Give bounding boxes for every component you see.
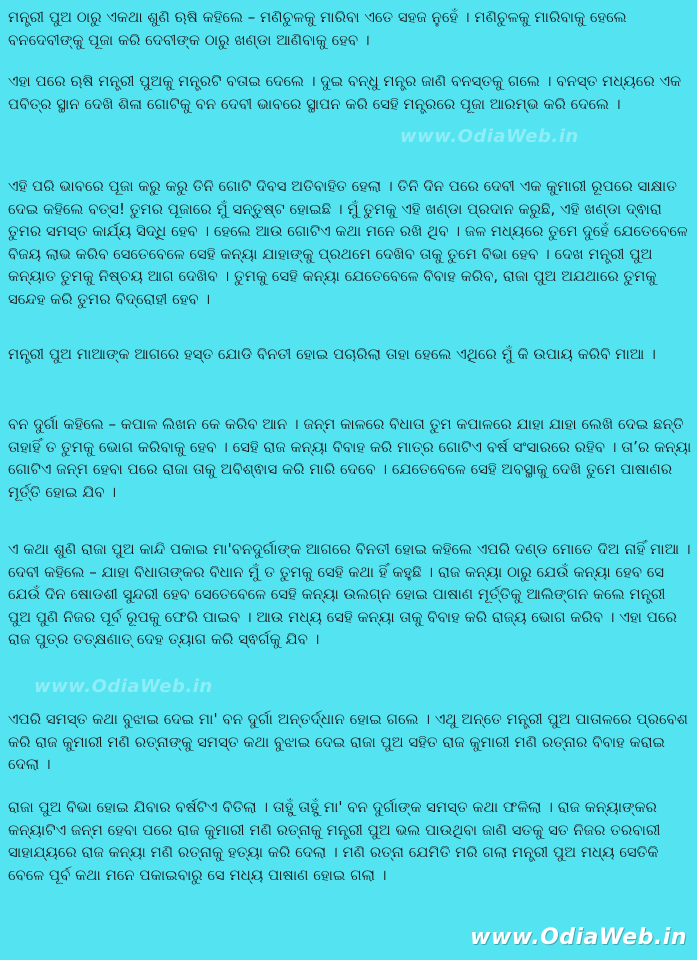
story-paragraph-2: ଏହା ପରେ ଋଷି ମନ୍ତ୍ରୀ ପୁଅକୁ ମନ୍ତ୍ରଟି ବତାଇ ଦେଲେ । ଦୁଇ ବନ୍ଧୁ ମନ୍ତ୍ର ଜାଣି ବନସ୍ତକୁ ଗଲେ । ବନସ୍ତ ମଧ୍ୟରେ ଏକ ପବିତ୍ର ସ୍ଥାନ ଦେଖି ଶିଳା ଗୋଟିକୁ ବନ ଦେବୀ ଭାବରେ ସ୍ଥାପନ କରି ସେହି ମନ୍ତ୍ରରେ ପୂଜା ଆରମ୍ଭ କରି ଦେଲେ । (8, 72, 682, 113)
story-paragraph-6: ଏ କଥା ଶୁଣି ରାଜା ପୁଅ କାନ୍ଦି ପକାଇ ମା'ବନଦୁର୍ଗାଙ୍କ ଆଗରେ ବିନତୀ ହୋଇ କହିଲେ ଏପରି ଦଣ୍ଡ ମୋତେ ଦିଅ ନାହିଁ ମାଆ । ଦେବୀ କହିଲେ – ଯାହା ବିଧାତାଙ୍କର ବିଧାନ ମୁଁ ତ ତୁମକୁ ସେହି କଥା ହିଁ କହୁଛି । ରାଜ କନ୍ୟା ଠାରୁ ଯେଉଁ କନ୍ୟା ହେବ ସେ ଯେଉଁ ଦିନ ଷୋଡଶୀ ସୁନ୍ଦରୀ ହେବ ସେତେବେଳେ ସେହି କନ୍ୟା ଉଲଗ୍ନ ହୋଇ ପାଷାଣ ମୂର୍ତ୍ତିକୁ ଆଲିଙ୍ଗନ କଲେ ମନ୍ତ୍ରୀ ପୁଅ ପୁଣି ନିଜର ପୂର୍ବ ରୂପକୁ ଫେରି ପାଇବ । ଆଉ ମଧ୍ୟ ସେହି କନ୍ୟା ତାକୁ ବିବାହ କରି ରାଜ୍ୟ ଭୋଗ କରିବ । ଏହା ପରେ ରାଜ ପୁତ୍ର ତତ୍କ୍ଷଣାତ୍ ଦେହ ତ୍ୟାଗ କରି ସ୍ଵର୍ଗକୁ ଯିବ । (8, 540, 691, 648)
story-paragraph-1: ମନ୍ତ୍ରୀ ପୁଅ ଠାରୁ ଏକଥା ଶୁଣି ଋଷି କହିଲେ – ମଣିଚୁଳକୁ ମାରିବା ଏତେ ସହଜ ନୁହେଁ । ମଣିଚୁଳକୁ ମାରିବାକୁ ହେଲେ ବନଦେବୀଙ୍କୁ ପୂଜା କରି ଦେବୀଙ୍କ ଠାରୁ ଖଣ୍ଡା ଆଣିବାକୁ ହେବ । (8, 8, 627, 49)
story-paragraph-8: ରାଜା ପୁଅ ବିଭା ହୋଇ ଯିବାର ବର୍ଷଟିଏ ବିତିଲା । ତାହୁଁ ତାହୁଁ ମା' ବନ ଦୁର୍ଗାଙ୍କ ସମସ୍ତ କଥା ଫଳିଲା । ରାଜ କନ୍ୟାଙ୍କର କନ୍ୟାଟିଏ ଜନ୍ମ ହେବା ପରେ ରାଜ କୁମାରୀ ମଣି ରତ୍ନାକୁ ମନ୍ତ୍ରୀ ପୁଅ ଭଲ ପାଉଥିବା ଜାଣି ସତକୁ ସତ ନିଜର ତରବାରୀ ସାହାଯ୍ୟରେ ରାଜ କନ୍ୟା ମଣି ରତ୍ନାକୁ ହତ୍ୟା କରି ଦେଲା । ମଣି ରତ୍ନା ଯେମିତି ମରି ଗଲା ମନ୍ତ୍ରୀ ପୁଅ ମଧ୍ୟ ସେତିକି ବେଳେ ପୂର୍ବ କଥା ମନେ ପକାଇବାରୁ ସେ ମଧ୍ୟ ପାଷାଣ ହୋଇ ଗଲା । (8, 798, 661, 884)
site-logo: www.OdiaWeb.in (470, 925, 687, 950)
story-paragraph-7: ଏପରି ସମସ୍ତ କଥା ବୁଝାଇ ଦେଇ ମା' ବନ ଦୁର୍ଗା ଅନ୍ତର୍ଦ୍ଧାନ ହୋଇ ଗଲେ । ଏଥୁ ଅନ୍ତେ ମନ୍ତ୍ରୀ ପୁଅ ପାତାଳରେ ପ୍ରବେଶ କରି ରାଜ କୁମାରୀ ମଣି ରତ୍ନାଙ୍କୁ ସମସ୍ତ କଥା ବୁଝାଇ ଦେଇ ରାଜା ପୁଅ ସହିତ ରାଜ କୁମାରୀ ମଣି ରତ୍ନାର ବିବାହ କରାଇ ଦେଲା । (8, 710, 688, 773)
story-paragraph-4: ମନ୍ତ୍ରୀ ପୁଅ ମାଆଙ୍କ ଆଗରେ ହସ୍ତ ଯୋଡି ବିନତୀ ହୋଇ ପଚାରିଲା ତାହା ହେଲେ ଏଥିରେ ମୁଁ କି ଉପାୟ କରିବି ମାଆ । (8, 345, 656, 363)
site-watermark: www.OdiaWeb.in (400, 126, 579, 147)
story-paragraph-3: ଏହି ପରି ଭାବରେ ପୂଜା କରୁ କରୁ ତିନି ଗୋଟି ଦିବସ ଅତିବାହିତ ହେଲା । ତିନି ଦିନ ପରେ ଦେବୀ ଏକ କୁମାରୀ ରୂପରେ ସାକ୍ଷାତ ଦେଇ କହିଲେ ବତ୍ସ! ତୁମର ପୂଜାରେ ମୁଁ ସନ୍ତୁଷ୍ଟ ହୋଇଛି । ମୁଁ ତୁମକୁ ଏହି ଖଣ୍ଡା ପ୍ରଦାନ କରୁଛି, ଏହି ଖଣ୍ଡା ଦ୍ଵାରା ତୁମର ସମସ୍ତ କାର୍ଯ୍ୟ ସିଦ୍ଧି ହେବ । ହେଲେ ଆଉ ଗୋଟିଏ କଥା ମନେ ରଖି ଥିବ । ଜଳ ମଧ୍ୟରେ ତୁମେ ଦୁହେଁ ଯେତେବେଳେ ବିଜୟ ଲାଭ କରିବ ସେତେବେଳେ ସେହି କନ୍ୟା ଯାହାଙ୍କୁ ପ୍ରଥମେ ଦେଖିବ ତାକୁ ତୁମେ ବିଭା ହେବ । ଦେଖ ମନ୍ତ୍ରୀ ପୁଅ କନ୍ୟାତ ତୁମକୁ ନିଷ୍ଚୟ ଆଗ ଦେଖିବ । ତୁମକୁ ସେହି କନ୍ୟା ଯେତେବେଳେ ବିବାହ କରିବ, ରାଜା ପୁଅ ଅଯଥାରେ ତୁମକୁ ସନ୍ଦେହ କରି ତୁମର ବିଦ୍ରୋହୀ ହେବ । (8, 177, 688, 308)
site-watermark: www.OdiaWeb.in (34, 676, 213, 697)
story-paragraph-5: ବନ ଦୁର୍ଗା କହିଲେ – କପାଳ ଲିଖନ କେ କରିବ ଆନ । ଜନ୍ମ କାଳରେ ବିଧାତା ତୁମ କପାଳରେ ଯାହା ଯାହା ଲେଖି ଦେଇ ଛନ୍ତି ତାହାହିଁ ତ ତୁମକୁ ଭୋଗ କରିବାକୁ ହେବ । ସେହି ରାଜ କନ୍ୟା ବିବାହ କରି ମାତ୍ର ଗୋଟିଏ ବର୍ଷ ସଂସାରରେ ରହିବ । ତା’ର କନ୍ୟା ଗୋଟିଏ ଜନ୍ମ ହେବା ପରେ ରାଜା ତାକୁ ଅବିଶ୍ଵାସ କରି ମାରି ଦେବେ । ଯେତେବେଳେ ସେହି ଅବସ୍ଥାକୁ ଦେଖି ତୁମେ ପାଷାଣର ମୂର୍ତ୍ତି ହୋଇ ଯିବ । (8, 415, 692, 501)
